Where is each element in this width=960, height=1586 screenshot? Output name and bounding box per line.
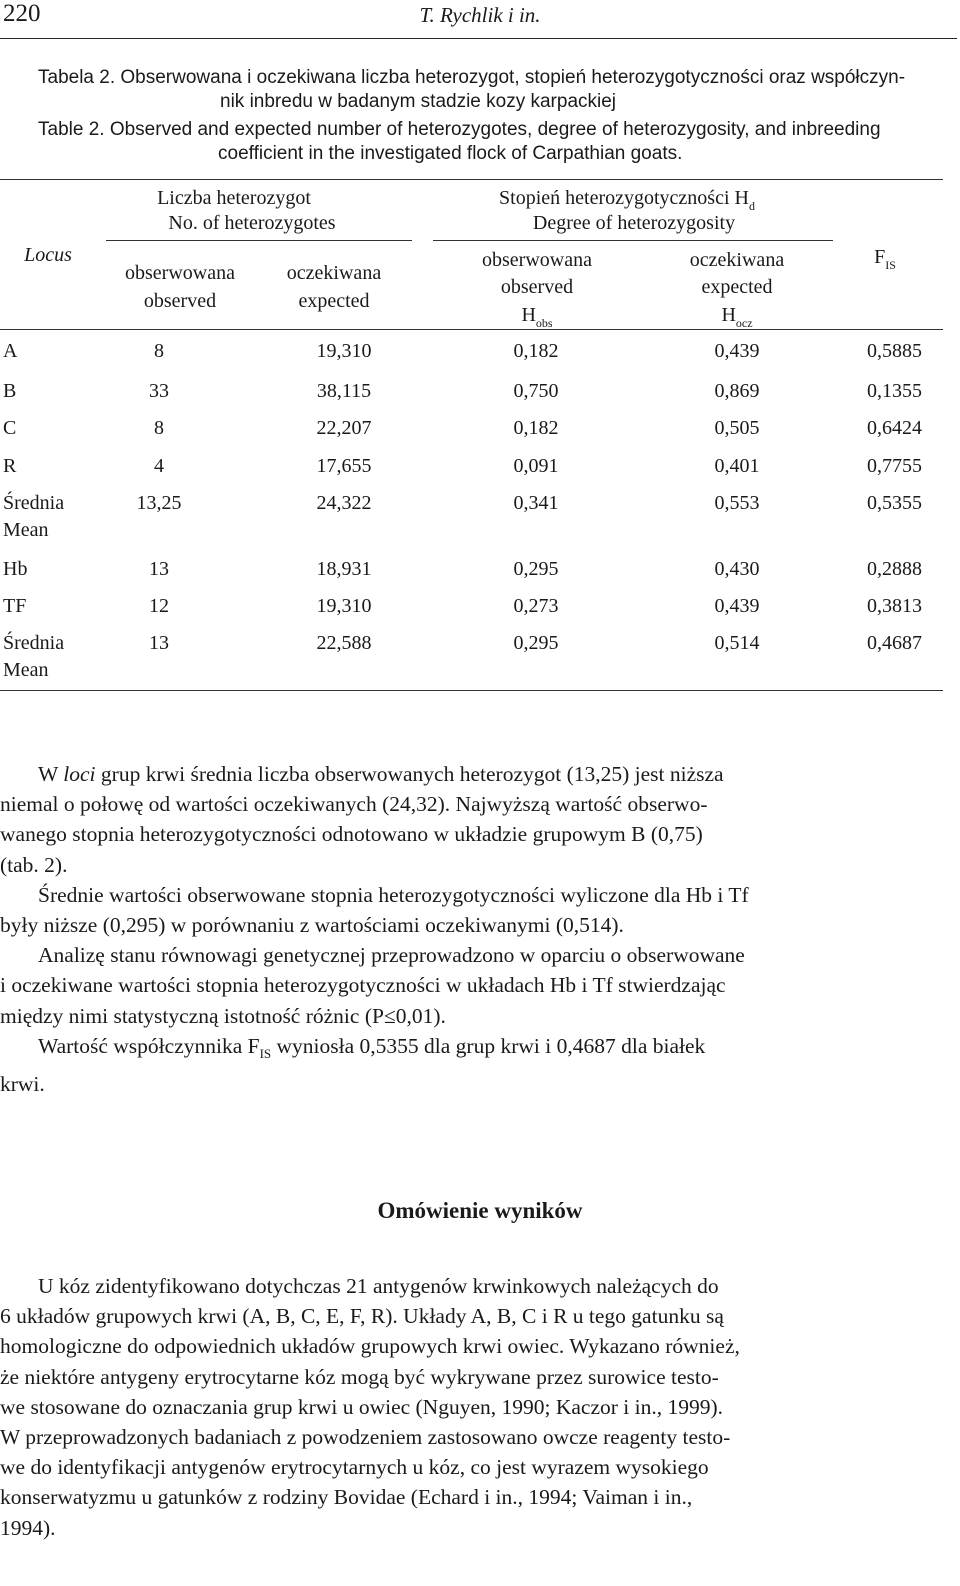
text-line: we stosowane do oznaczania grup krwi u owiec (Nguyen, 1990; Kaczor i in., 1999). [0, 1394, 724, 1419]
text-line: homologiczne do odpowiednich układów grupowych krwi owiec. Wykazano również, [0, 1334, 740, 1359]
text-line-indented: Wartość współczynnika $F_{IS}$ wyniosła 0,5355 dla grup krwi i 0,4687 dla białek [38, 1033, 706, 1061]
cell-observed-count: 13,25 [136, 492, 182, 514]
caption-line: Table 2. Observed and expected number of heterozygotes, degree of heterozygosity, and inbreeding [38, 119, 881, 140]
section-title: Omówienie wyników [377, 1198, 583, 1223]
cell-observed-count: 4 [154, 455, 164, 477]
cell-observed-count: 33 [149, 380, 169, 402]
cell-fis: 0,6424 [867, 417, 922, 439]
cell-fis: 0,7755 [867, 455, 922, 477]
text-line: między nimi statystyczną istotność różnic (P≤0,01). [0, 1003, 446, 1028]
cell-expected-heterozygosity: 0,505 [714, 417, 760, 439]
paragraph [0, 759, 946, 789]
cell-observed-heterozygosity: 0,341 [513, 492, 559, 514]
cell-observed-heterozygosity: 0,750 [513, 380, 559, 402]
cell-observed-heterozygosity: 0,295 [513, 558, 559, 580]
header-exp-en: expected [298, 290, 370, 312]
text-line-indented: Średnie wartości obserwowane stopnia heterozygotyczności wyliczone dla Hb i Tf [38, 882, 749, 907]
cell-expected-count: 19,310 [316, 595, 372, 617]
header-hobs-symbol: $H_{obs}$ [521, 304, 553, 330]
page-header [0, 0, 960, 40]
cell-fis: 0,5355 [867, 492, 922, 514]
cell-expected-heterozygosity: 0,401 [714, 455, 760, 477]
header-locus: Locus [24, 244, 72, 266]
cell-fis: 0,5885 [867, 340, 922, 362]
cell-expected-heterozygosity: 0,439 [714, 340, 760, 362]
text-line: były niższe (0,295) w porównaniu z wartościami oczekiwanymi (0,514). [0, 913, 624, 938]
cell-expected-heterozygosity: 0,869 [714, 380, 760, 402]
cell-locus: TF [3, 595, 27, 617]
header-hocz-en: expected [701, 276, 773, 298]
header-degree-en: Degree of heterozygosity [532, 212, 736, 234]
table-caption-english [38, 118, 938, 166]
text-line: wanego stopnia heterozygotyczności odnotowano w układzie grupowym B (0,75) [0, 822, 703, 847]
header-obs-pl: obserwowana [125, 262, 235, 284]
text-line: 6 układów grupowych krwi (A, B, C, E, F, R). Układy A, B, C i R u tego gatunku są [0, 1304, 724, 1329]
cell-observed-heterozygosity: 0,295 [513, 632, 559, 654]
text-line: i oczekiwane wartości stopnia heterozygotyczności w układach Hb i Tf stwierdzając [0, 973, 726, 998]
header-fis: $F_{IS}$ [874, 246, 896, 272]
header-hobs-pl: obserwowana [482, 249, 592, 271]
cell-expected-heterozygosity: 0,514 [714, 632, 760, 654]
header-sub-rule [433, 240, 833, 241]
header-exp-pl: oczekiwana [286, 262, 382, 284]
header-rule [0, 38, 957, 39]
cell-observed-count: 13 [149, 632, 169, 654]
header-obs-en: observed [143, 290, 217, 312]
text-line: konserwatyzmu u gatunków z rodziny Bovidae (Echard i in., 1994; Vaiman i in., [0, 1485, 693, 1510]
cell-locus: R [3, 455, 17, 477]
running-head: T. Rychlik i in. [419, 3, 541, 27]
cell-fis: 0,1355 [867, 380, 922, 402]
header-hocz-pl: oczekiwana [689, 249, 785, 271]
cell-observed-heterozygosity: 0,091 [513, 455, 559, 477]
caption-line: nik inbredu w badanym stadzie kozy karpackiej [220, 91, 617, 112]
text-line: że niektóre antygeny erytrocytarne kóz mogą być wykrywane przez surowice testo- [0, 1364, 719, 1389]
cell-expected-heterozygosity: 0,439 [714, 595, 760, 617]
table-bottom-rule [0, 690, 943, 691]
caption-line: Tabela 2. Obserwowana i oczekiwana liczba heterozygot, stopień heterozygotyczności oraz współczyn- [38, 67, 906, 88]
header-degree-pl: Stopień heterozygotyczności $H_d$ [499, 187, 755, 213]
cell-expected-count: 22,588 [316, 632, 372, 654]
header-hocz-symbol: $H_{ocz}$ [721, 304, 753, 330]
data-table [0, 176, 960, 706]
cell-fis: 0,4687 [867, 632, 922, 654]
cell-expected-count: 18,931 [316, 558, 372, 580]
text-line: W loci grup krwi średnia liczba obserwowanych heterozygot (13,25) jest niższa [38, 762, 724, 786]
text-line: we do identyfikacji antygenów erytrocytarnych u kóz, co jest wyrazem wysokiego [0, 1455, 709, 1480]
cell-locus-secondary: Mean [3, 659, 49, 681]
cell-fis: 0,3813 [867, 595, 922, 617]
cell-expected-count: 19,310 [316, 340, 372, 362]
text-block [0, 789, 946, 880]
cell-expected-count: 38,115 [316, 380, 372, 402]
cell-locus: Średnia [3, 632, 65, 654]
text-line: niemal o połowę od wartości oczekiwanych (24,32). Najwyższą wartość obserwo- [0, 792, 708, 817]
cell-observed-heterozygosity: 0,182 [513, 340, 559, 362]
caption-line: coefficient in the investigated flock of Carpathian goats. [218, 143, 683, 164]
cell-expected-count: 24,322 [316, 492, 372, 514]
cell-observed-count: 12 [149, 595, 169, 617]
cell-observed-count: 8 [154, 417, 164, 439]
header-bottom-rule [0, 329, 943, 330]
text-line: krwi. [0, 1072, 45, 1097]
header-number-en: No. of heterozygotes [168, 212, 336, 234]
cell-fis: 0,2888 [867, 558, 922, 580]
cell-expected-count: 22,207 [316, 417, 372, 439]
discussion-text [0, 1271, 946, 1543]
cell-locus: Hb [3, 558, 28, 580]
table-caption-polish [38, 66, 938, 114]
cell-expected-heterozygosity: 0,553 [714, 492, 760, 514]
cell-observed-heterozygosity: 0,182 [513, 417, 559, 439]
cell-locus-secondary: Mean [3, 519, 49, 541]
header-sub-rule [106, 240, 412, 241]
table-top-rule [0, 179, 943, 180]
cell-locus: Średnia [3, 492, 65, 514]
text-line: W przeprowadzonych badaniach z powodzeniem zastosowano owcze reagenty testo- [0, 1425, 731, 1450]
cell-expected-count: 17,655 [316, 455, 372, 477]
cell-locus: A [3, 340, 18, 362]
cell-observed-count: 8 [154, 340, 164, 362]
text-line: 1994). [0, 1515, 56, 1540]
cell-locus: C [3, 417, 17, 439]
header-number-pl: Liczba heterozygot [157, 187, 311, 209]
text-line-indented: U kóz zidentyfikowano dotychczas 21 antygenów krwinkowych należących do [38, 1274, 719, 1298]
results-text [0, 759, 946, 1099]
cell-locus: B [3, 380, 17, 402]
cell-expected-heterozygosity: 0,430 [714, 558, 760, 580]
page-number: 220 [3, 0, 41, 27]
cell-observed-heterozygosity: 0,273 [513, 595, 559, 617]
header-hobs-en: observed [500, 276, 574, 298]
cell-observed-count: 13 [149, 558, 169, 580]
text-line: (tab. 2). [0, 852, 68, 877]
text-line-indented: Analizę stanu równowagi genetycznej przeprowadzono w oparciu o obserwowane [38, 943, 745, 968]
